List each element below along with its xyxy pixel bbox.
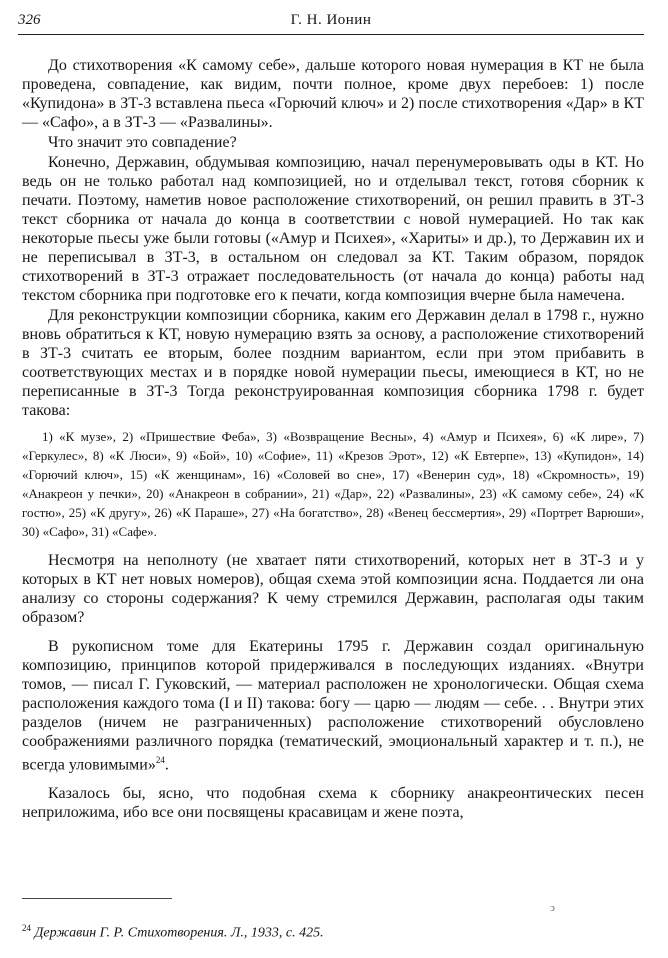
main-text	[22, 56, 644, 822]
page-number: 326	[18, 12, 41, 28]
footnote	[22, 920, 324, 942]
paragraph-4: Для реконструкции композиции сборника, каким его Державин делал в 1798 г., нужно вновь обратиться к КТ, новую нумерацию взять за основу, а расположение стихотворений в ЗТ-3 считать ее вторым, более поздним вариантом, если при этом прибавить в соответствующих местах и в порядке новой нумерации пьесы, имеющиеся в КТ, но не переписанные в ЗТ-3 Тогда реконструированная композиция сборника 1798 г. будет такова:	[22, 307, 644, 419]
paragraph-5: Несмотря на неполноту (не хватает пяти стихотворений, которых нет в ЗТ-3 и у которых в КТ нет новых номеров), общая схема этой композиции ясна. Поддается ли она анализу со стороны содержания? К чему стремился Державин, располагая оды таким образом?	[22, 552, 644, 626]
paragraph-6-text: В рукописном томе для Екатерины 1795 г. Державин создал оригинальную композицию, принципов которой придерживался в последующих изданиях. «Внутри томов, — писал Г. Гуковский, — материал расположен не хронологически. Общая схема расположения каждого тома (I и II) такова: богу — царю — людям — себе. . . Внутри этих разделов (ничем не разграниченных) расположение стихотворений обусловлено соображениями различного порядка (тематический, эмоциональный характер и т. п.), не всегда уловимыми»	[22, 638, 644, 774]
header-rule	[18, 34, 644, 35]
paragraph-7: Казалось бы, ясно, что подобная схема к сборнику анакреонтических песен неприложима, ибо все они посвящены красавицам и жене поэта,	[22, 785, 644, 822]
running-title: Г. Н. Ионин	[290, 12, 372, 28]
page-header	[18, 12, 644, 34]
paragraph-6: В рукописном томе для Екатерины 1795 г. Державин создал оригинальную композицию, принципов которой придерживался в последующих изданиях. «Внутри томов, — писал Г. Гуковский, — материал расположен не хронологически. Общая схема расположения каждого тома (I и II) такова: богу — царю — людям — себе. . . Внутри этих разделов (ничем не разграниченных) расположение стихотворений обусловлено соображениями различного порядка (тематический, эмоциональный характер и т. п.), не всегда уловимыми»$^{24}$.	[22, 638, 644, 774]
poem-list: 1) «К музе», 2) «Пришествие Феба», 3) «Возвращение Весны», 4) «Амур и Психея», 6) «К лире», 7) «Геркулес», 8) «К Люси», 9) «Бой», 10) «Софие», 11) «Крезов Эрот», 12) «К Евтерпе», 13) «Купидон», 14) «Горючий ключ», 15) «К женщинам», 16) «Соловей во сне», 17) «Венерин суд», 18) «Скромность», 19) «Анакреон у печки», 20) «Анакреон в собрании», 21) «Дар», 22) «Развалины», 23) «К самому себе», 24) «К гостю», 25) «К другу», 26) «К Параше», 27) «На богатство», 28) «Венец бессмертия», 29) «Портрет Варюши», 30) «Сафо», 31) «Сафе».	[22, 429, 644, 539]
paragraph-1: До стихотворения «К самому себе», дальше которого новая нумерация в КТ не была проведена, совпадение, как видим, почти полное, кроме двух перебоев: 1) после «Купидона» в ЗТ-3 вставлена пьеса «Горючий ключ» и 2) после стихотворения «Дар» в КТ — «Сафо», а в ЗТ-3 — «Развалины».	[22, 57, 644, 131]
footnote-reference: 24	[155, 755, 165, 765]
footnote-rule	[22, 898, 172, 899]
paragraph-3: Конечно, Державин, обдумывая композицию, начал перенумеровывать оды в КТ. Но ведь он не только работал над композицией, но и отделывал текст, готовя сборник к печати. Поэтому, наметив новое расположение стихотворений, он решил править в ЗТ-3 текст сборника от начала до конца в соответствии с новой нумерацией. Но так как некоторые пьесы уже были готовы («Амур и Психея», «Хариты» и др.), то Державин их и не переписывал в ЗТ-3, в остальном он следовал за КТ. Таким образом, порядок стихотворений в ЗТ-3 отражает последовательность (от начала до конца) работы над текстом сборника при подготовке его к печати, когда композиция вчерне была намечена.	[22, 154, 644, 304]
paragraph-2: Что значит это совпадение?	[48, 134, 237, 151]
footnote-text: Державин Г. Р. Стихотворения. Л., 1933, с. 425.	[34, 925, 324, 941]
page-mark: ↄ	[550, 902, 555, 914]
footnote-number: 24	[22, 923, 31, 933]
